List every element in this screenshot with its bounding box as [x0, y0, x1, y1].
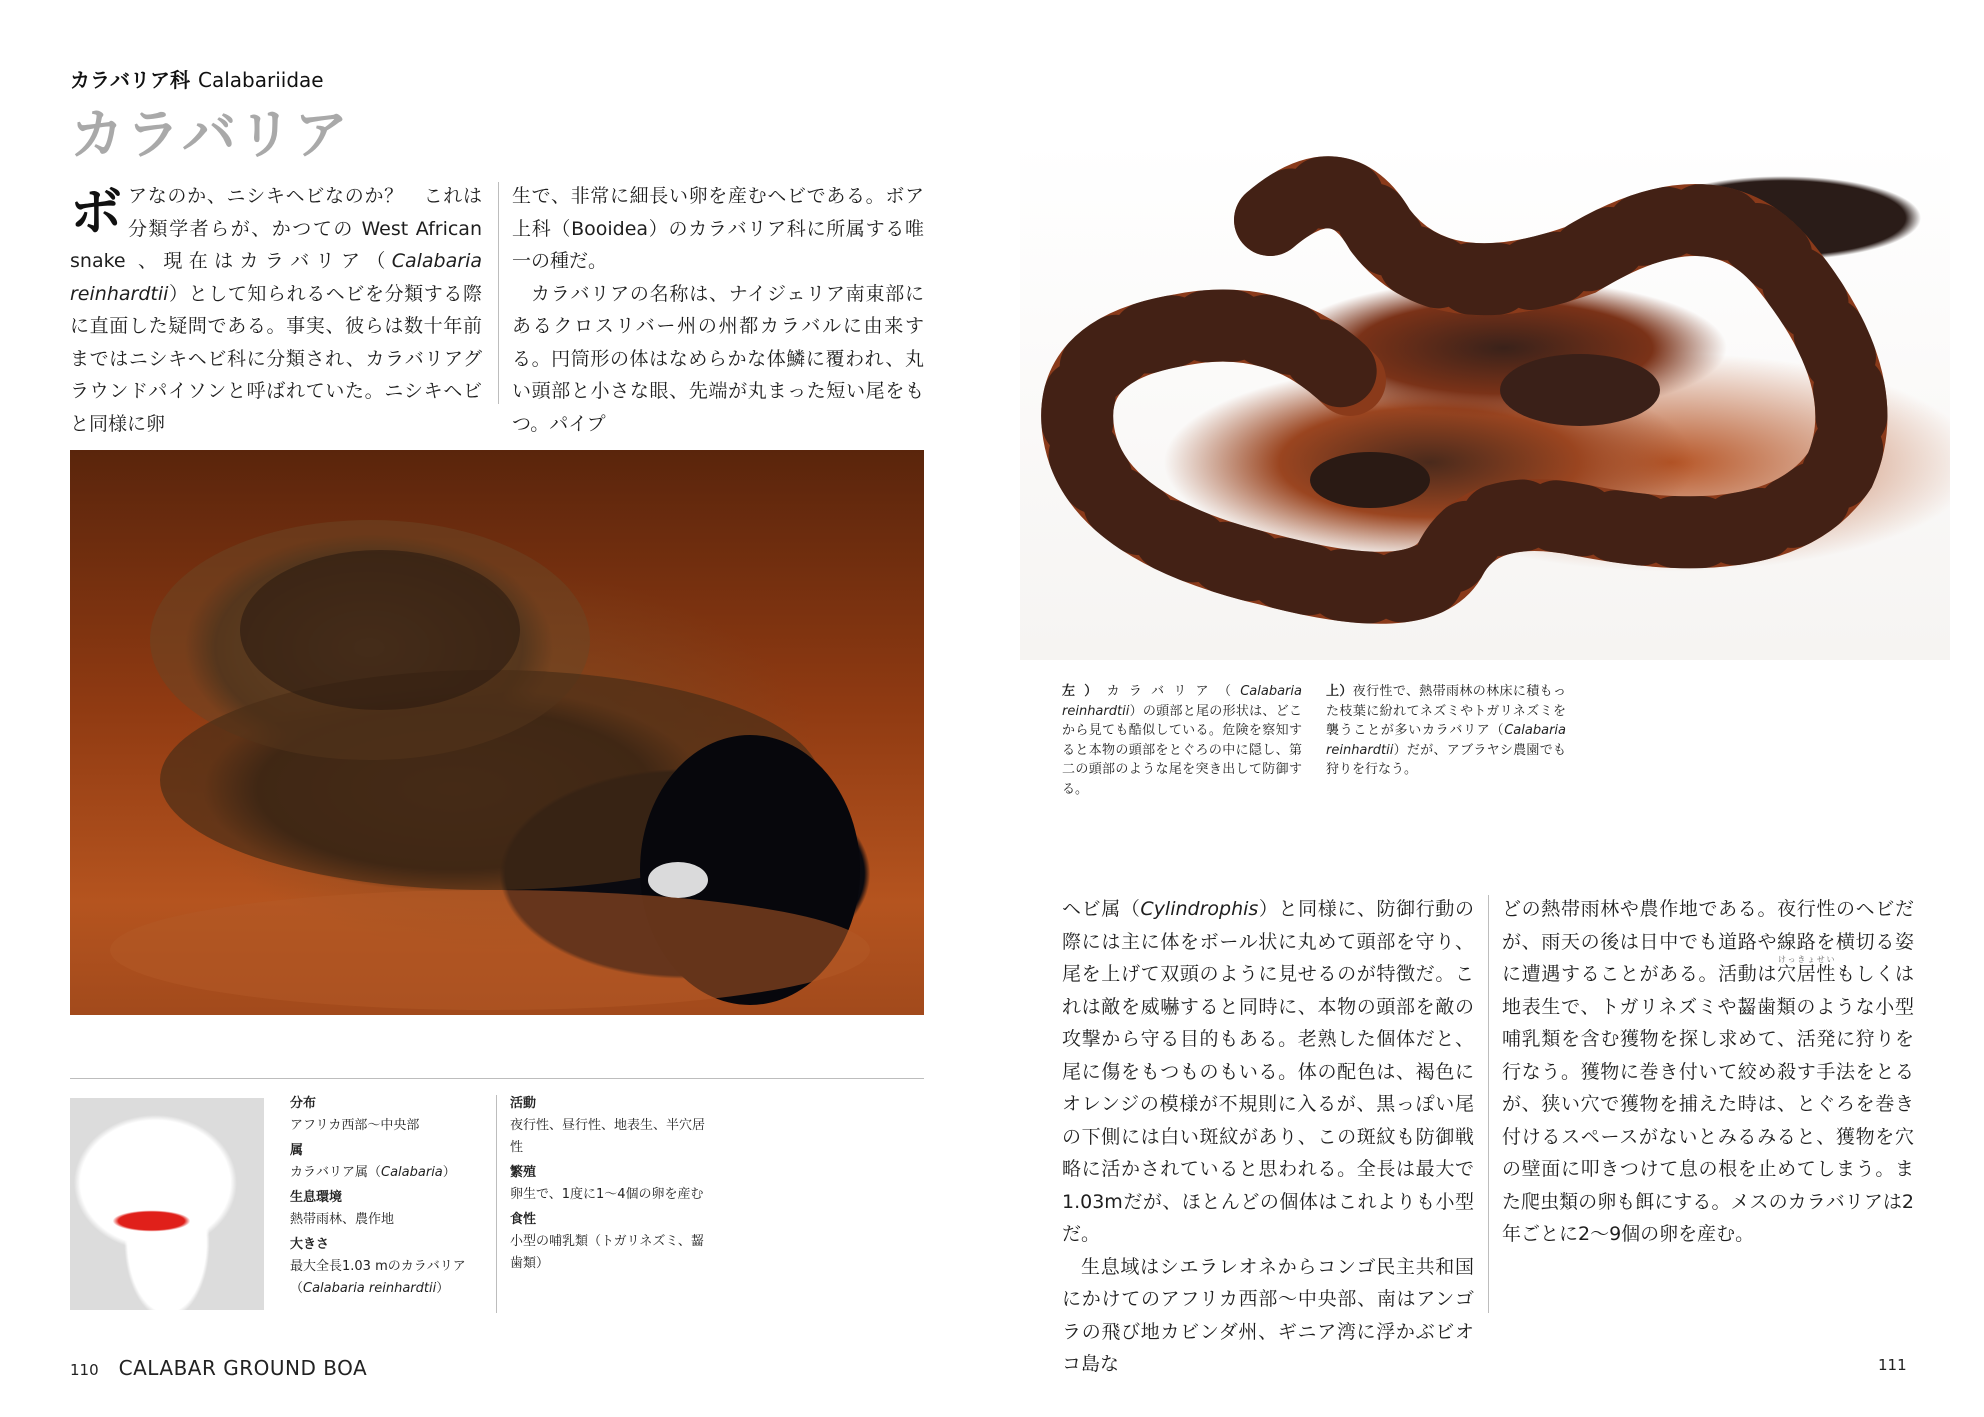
scientific-name: Calabaria reinhardtii — [1062, 684, 1302, 719]
info-label-distribution: 分布 — [290, 1096, 317, 1111]
body-column-2 — [512, 180, 924, 435]
caption-right-photo: 上）夜行性で、熱帯雨林の林床に積もった枝葉に紛れてネズミやトガリネズミを襲うことが多いカラバリア（Calabaria reinhardtii）だが、アブラヤシ農園でも狩りを行なう。 — [1326, 684, 1566, 777]
info-label-activity: 活動 — [510, 1096, 537, 1111]
paragraph: どの熱帯雨林や農作地である。夜行性のヘビだが、雨天の後は日中でも道路や線路を横切る姿に遭遇することがある。活動は穴居性けっきょせいもしくは地表生で、トガリネズミや齧歯類のような小型哺乳類を含む獲物を探し求めて、活発に狩りを行なう。獲物に巻き付いて絞め殺す手法をとるが、狭い穴で獲物を捕えた時は、とぐろを巻き付けるスペースがないとみるみると、獲物を穴の壁面に叩きつけて息の根を止めてしまう。また爬虫類の卵も餌にする。メスのカラバリアは2年ごとに2～9個の卵を産む。 — [1502, 898, 1914, 1245]
info-value-habitat: 熱帯雨林、農作地 — [290, 1212, 395, 1227]
caption-left-photo: 左）カラバリア（Calabaria reinhardtii）の頭部と尾の形状は、どこから見ても酷似している。危険を察知すると本物の頭部をとぐろの中に隠し、第二の頭部のような尾を突き出して防御する。 — [1062, 684, 1302, 797]
family-name-latin: Calabariidae — [198, 68, 324, 92]
ruby-word: 穴居性けっきょせい — [1777, 955, 1837, 985]
body-column-3 — [1062, 893, 1474, 1375]
info-value-size: 最大全長1.03 mのカラバリア（Calabaria reinhardtii） — [290, 1259, 466, 1296]
scientific-name: Calabaria reinhardtii — [70, 250, 482, 305]
info-value-activity: 夜行性、昼行性、地表生、半穴居性 — [510, 1118, 706, 1155]
paragraph: カラバリアの名称は、ナイジェリア南東部にあるクロスリバー州の州都カラバルに由来する。円筒形の体はなめらかな体鱗に覆われ、丸い頭部と小さな眼、先端が丸まった短い尾をもつ。パイプ — [512, 282, 924, 435]
body-column-1 — [70, 180, 482, 435]
info-value-diet: 小型の哺乳類（トガリネズミ、齧歯類） — [510, 1234, 704, 1271]
info-label-habitat: 生息環境 — [290, 1190, 343, 1205]
column-divider — [498, 182, 499, 404]
page-number-right: 111 — [1878, 1356, 1907, 1374]
info-column-1 — [290, 1093, 490, 1303]
calabar-boa-white-background-photo — [1020, 140, 1950, 660]
info-label-genus: 属 — [290, 1143, 304, 1158]
snake-illustration — [70, 450, 924, 1015]
info-divider — [70, 1078, 924, 1079]
paragraph: 生息域はシエラレオネからコンゴ民主共和国にかけてのアフリカ西部～中央部、南はアンゴラの飛び地カビンダ州、ギニア湾に浮かぶビオコ島な — [1062, 1255, 1474, 1375]
paragraph: 生で、非常に細長い卵を産むヘビである。ボア上科（Booidea）のカラバリア科に所属する唯一の種だ。 — [512, 185, 924, 272]
family-name-jp: カラバリア科 — [70, 68, 190, 92]
info-value-breeding: 卵生で、1度に1～4個の卵を産む — [510, 1187, 704, 1202]
column-divider — [1488, 895, 1489, 1313]
page-number: 110 — [70, 1361, 99, 1379]
body-column-4 — [1502, 893, 1914, 1313]
info-label-breeding: 繁殖 — [510, 1165, 537, 1180]
scientific-name: Calabaria reinhardtii — [1326, 723, 1566, 758]
drop-cap: ボ — [70, 183, 123, 243]
info-divider-vertical — [496, 1095, 497, 1313]
page-title: カラバリア — [70, 103, 350, 166]
paragraph: ボアなのか、ニシキヘビなのか？ これは分類学者らが、かつての West African snake 、現在はカラバリア（Calabaria reinhardtii）として知られるヘビを分類する際に直面した疑問である。事実、彼らは数十年前まではニシキヘビ科に分類され、カラバリアグラウンドパイソンと呼ばれていた。ニシキヘビと同様に卵 — [70, 183, 482, 435]
family-heading — [70, 64, 324, 93]
page-footer-left — [70, 1356, 367, 1380]
info-value-genus: カラバリア属（Calabaria） — [290, 1165, 456, 1180]
info-value-distribution: アフリカ西部～中央部 — [290, 1118, 420, 1133]
info-label-size: 大きさ — [290, 1237, 330, 1252]
info-label-diet: 食性 — [510, 1212, 537, 1227]
running-title: CALABAR GROUND BOA — [118, 1356, 368, 1380]
snake-illustration — [1020, 140, 1950, 660]
paragraph: ヘビ属（Cylindrophis）と同様に、防御行動の際には主に体をボール状に丸めて頭部を守り、尾を上げて双頭のように見せるのが特徴だ。これは敵を威嚇すると同時に、本物の頭部を敵の攻撃から守る目的もある。老熟した個体だと、尾に傷をもつものもいる。体の配色は、褐色にオレンジの模様が不規則に入るが、黒っぽい尾の下側には白い斑紋があり、この斑紋も防御戦略に活かされていると思われる。全長は最大で1.03mだが、ほとんどの個体はこれよりも小型だ。 — [1062, 898, 1474, 1245]
range-map — [70, 1098, 264, 1310]
calabar-boa-coiled-photo — [70, 450, 924, 1015]
info-column-2 — [510, 1093, 706, 1278]
scientific-name: Cylindrophis — [1140, 898, 1259, 920]
